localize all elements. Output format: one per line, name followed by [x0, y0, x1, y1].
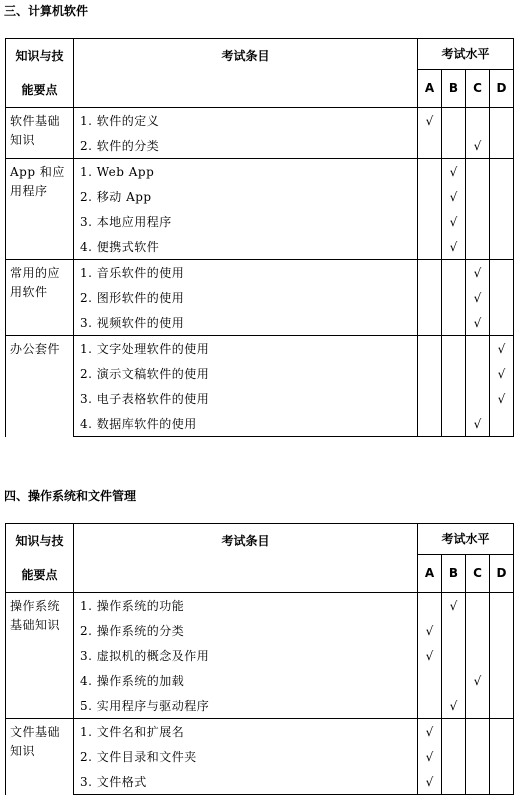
- level-mark-d: [490, 719, 514, 745]
- level-mark-c: [466, 719, 490, 745]
- exam-item: 1. Web App: [74, 159, 418, 185]
- table-row: [6, 769, 514, 795]
- table-row: [6, 719, 514, 745]
- level-mark-c: [466, 209, 490, 234]
- header-exam-items: 考试条目: [74, 524, 418, 593]
- table-row: [6, 260, 514, 286]
- level-mark-a: √: [418, 744, 442, 769]
- category-cell: 软件基础知识: [6, 108, 74, 159]
- level-mark-b: [442, 361, 466, 386]
- header-exam-level: 考试水平: [418, 39, 514, 70]
- level-mark-d: [490, 769, 514, 795]
- level-mark-c: [466, 693, 490, 719]
- level-mark-a: [418, 260, 442, 286]
- level-mark-a: [418, 234, 442, 260]
- header-level-d: D: [490, 554, 514, 592]
- exam-item: 1. 音乐软件的使用: [74, 260, 418, 286]
- level-mark-d: [490, 643, 514, 668]
- level-mark-d: [490, 133, 514, 159]
- exam-item: 3. 虚拟机的概念及作用: [74, 643, 418, 668]
- category-cell: App 和应用程序: [6, 159, 74, 260]
- level-mark-d: [490, 108, 514, 134]
- table-row: [6, 310, 514, 336]
- header-knowledge-line1: 知识与技: [15, 534, 64, 548]
- level-mark-a: [418, 209, 442, 234]
- level-mark-c: √: [466, 411, 490, 437]
- level-mark-b: [442, 618, 466, 643]
- table-row: [6, 618, 514, 643]
- header-level-c: C: [466, 69, 490, 107]
- category-cell: 办公套件: [6, 336, 74, 437]
- level-mark-d: [490, 618, 514, 643]
- level-mark-c: √: [466, 310, 490, 336]
- level-mark-a: √: [418, 719, 442, 745]
- exam-item: 2. 图形软件的使用: [74, 285, 418, 310]
- level-mark-b: √: [442, 209, 466, 234]
- exam-item: 2. 演示文稿软件的使用: [74, 361, 418, 386]
- category-cell: 操作系统基础知识: [6, 593, 74, 719]
- header-knowledge-points: [6, 524, 74, 593]
- level-mark-c: √: [466, 133, 490, 159]
- exam-item: 3. 文件格式: [74, 769, 418, 795]
- level-mark-c: [466, 234, 490, 260]
- header-knowledge-line2: 能要点: [21, 568, 58, 582]
- level-mark-d: [490, 260, 514, 286]
- table-row: [6, 108, 514, 134]
- exam-item: 1. 文件名和扩展名: [74, 719, 418, 745]
- level-mark-b: [442, 668, 466, 693]
- level-mark-c: [466, 744, 490, 769]
- table-row: [6, 593, 514, 619]
- level-mark-c: [466, 336, 490, 362]
- level-mark-b: [442, 719, 466, 745]
- exam-item: 2. 操作系统的分类: [74, 618, 418, 643]
- header-level-d: D: [490, 69, 514, 107]
- header-knowledge-line1: 知识与技: [15, 49, 64, 63]
- exam-item: 1. 文字处理软件的使用: [74, 336, 418, 362]
- level-mark-a: √: [418, 618, 442, 643]
- level-mark-c: √: [466, 285, 490, 310]
- level-mark-d: [490, 209, 514, 234]
- exam-item: 3. 电子表格软件的使用: [74, 386, 418, 411]
- exam-item: 2. 文件目录和文件夹: [74, 744, 418, 769]
- level-mark-a: [418, 593, 442, 619]
- level-mark-a: [418, 386, 442, 411]
- level-mark-a: [418, 184, 442, 209]
- exam-item: 2. 软件的分类: [74, 133, 418, 159]
- level-mark-b: √: [442, 593, 466, 619]
- exam-item: 1. 操作系统的功能: [74, 593, 418, 619]
- level-mark-b: [442, 260, 466, 286]
- level-mark-a: [418, 159, 442, 185]
- level-mark-c: [466, 593, 490, 619]
- table-row: [6, 159, 514, 185]
- level-mark-a: [418, 361, 442, 386]
- level-mark-b: [442, 386, 466, 411]
- table-row: [6, 285, 514, 310]
- level-mark-a: [418, 285, 442, 310]
- level-mark-c: [466, 108, 490, 134]
- level-mark-a: √: [418, 108, 442, 134]
- level-mark-c: √: [466, 260, 490, 286]
- table-row: [6, 361, 514, 386]
- level-mark-c: [466, 769, 490, 795]
- level-mark-b: √: [442, 184, 466, 209]
- level-mark-c: [466, 643, 490, 668]
- level-mark-b: √: [442, 693, 466, 719]
- level-mark-a: [418, 693, 442, 719]
- exam-item: 5. 实用程序与驱动程序: [74, 693, 418, 719]
- level-mark-b: [442, 411, 466, 437]
- exam-item: 3. 本地应用程序: [74, 209, 418, 234]
- level-mark-b: [442, 643, 466, 668]
- header-exam-level: 考试水平: [418, 524, 514, 555]
- header-level-c: C: [466, 554, 490, 592]
- level-mark-a: √: [418, 643, 442, 668]
- level-mark-d: [490, 744, 514, 769]
- level-mark-b: [442, 744, 466, 769]
- header-level-a: A: [418, 554, 442, 592]
- level-mark-a: [418, 411, 442, 437]
- header-knowledge-points: [6, 39, 74, 108]
- level-mark-b: √: [442, 159, 466, 185]
- table-row: [6, 643, 514, 668]
- exam-item: 1. 软件的定义: [74, 108, 418, 134]
- table-row: [6, 336, 514, 362]
- table-row: [6, 693, 514, 719]
- level-mark-b: [442, 285, 466, 310]
- level-mark-b: [442, 336, 466, 362]
- level-mark-b: [442, 310, 466, 336]
- level-mark-d: [490, 184, 514, 209]
- header-knowledge-line2: 能要点: [21, 83, 58, 97]
- level-mark-c: [466, 361, 490, 386]
- level-mark-a: [418, 310, 442, 336]
- level-mark-d: √: [490, 386, 514, 411]
- level-mark-b: √: [442, 234, 466, 260]
- level-mark-b: [442, 108, 466, 134]
- section-3-title: 三、计算机软件: [4, 4, 89, 18]
- level-mark-d: [490, 411, 514, 437]
- level-mark-d: [490, 668, 514, 693]
- level-mark-c: [466, 386, 490, 411]
- level-mark-d: [490, 159, 514, 185]
- exam-item: 2. 移动 App: [74, 184, 418, 209]
- header-level-b: B: [442, 69, 466, 107]
- level-mark-a: [418, 336, 442, 362]
- table-row: [6, 386, 514, 411]
- level-mark-c: [466, 618, 490, 643]
- header-level-a: A: [418, 69, 442, 107]
- category-cell: 文件基础知识: [6, 719, 74, 795]
- level-mark-d: [490, 234, 514, 260]
- header-level-b: B: [442, 554, 466, 592]
- exam-item: 3. 视频软件的使用: [74, 310, 418, 336]
- exam-item: 4. 数据库软件的使用: [74, 411, 418, 437]
- table-row: [6, 133, 514, 159]
- level-mark-b: [442, 133, 466, 159]
- table-row: [6, 668, 514, 693]
- exam-item: 4. 便携式软件: [74, 234, 418, 260]
- level-mark-d: [490, 285, 514, 310]
- level-mark-d: [490, 310, 514, 336]
- level-mark-d: [490, 593, 514, 619]
- level-mark-a: √: [418, 769, 442, 795]
- table-row: [6, 411, 514, 437]
- level-mark-c: √: [466, 668, 490, 693]
- level-mark-d: √: [490, 361, 514, 386]
- table-row: [6, 209, 514, 234]
- header-exam-items: 考试条目: [74, 39, 418, 108]
- level-mark-a: [418, 133, 442, 159]
- table-row: [6, 184, 514, 209]
- section-3-table: [5, 38, 514, 437]
- level-mark-d: [490, 693, 514, 719]
- level-mark-d: √: [490, 336, 514, 362]
- section-4-title: 四、操作系统和文件管理: [4, 489, 137, 503]
- exam-item: 4. 操作系统的加载: [74, 668, 418, 693]
- level-mark-b: [442, 769, 466, 795]
- level-mark-c: [466, 184, 490, 209]
- table-row: [6, 744, 514, 769]
- category-cell: 常用的应用软件: [6, 260, 74, 336]
- table-row: [6, 234, 514, 260]
- level-mark-a: [418, 668, 442, 693]
- section-4-table: [5, 523, 514, 795]
- level-mark-c: [466, 159, 490, 185]
